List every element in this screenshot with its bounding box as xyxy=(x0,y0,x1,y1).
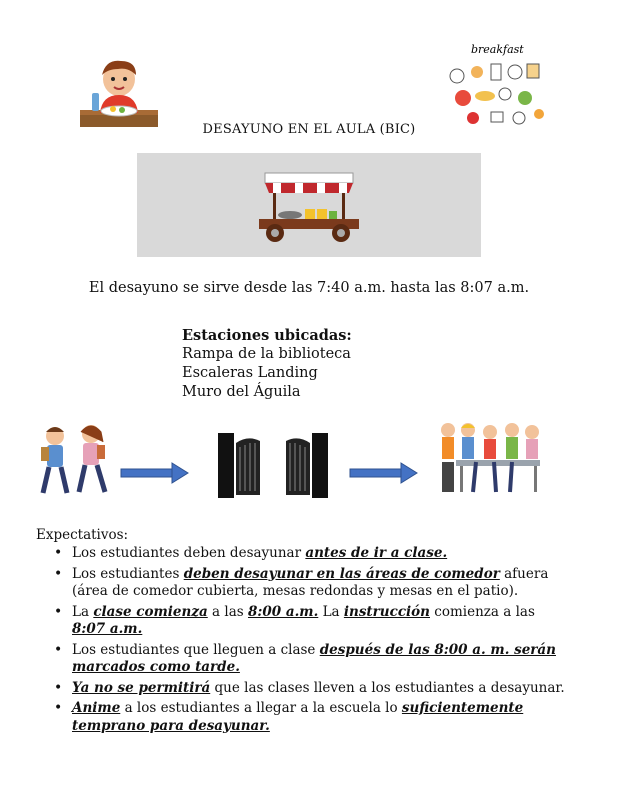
emphasized-text: antes de ir a clase. xyxy=(305,545,448,561)
stations-heading: Estaciones ubicadas: xyxy=(182,327,352,344)
breakfast-time-text: El desayuno se sirve desde las 7:40 a.m. hasta las 8:07 a.m. xyxy=(88,280,530,296)
walking-students-illustration xyxy=(35,420,120,500)
stations-block xyxy=(182,326,352,402)
right-arrow-icon xyxy=(349,462,419,484)
expectations-heading: Expectativos: xyxy=(36,527,129,543)
food-cart-banner xyxy=(137,153,481,257)
expectation-text: Los estudiantes xyxy=(72,565,184,582)
expectation-text: que las clases lleven a los estudiantes a desayunar. xyxy=(210,679,565,696)
emphasized-text: deben desayunar en las áreas de comedor xyxy=(183,565,500,582)
station-item: Rampa de la biblioteca xyxy=(182,346,351,362)
expectation-text: comienza a las xyxy=(430,603,535,620)
expectation-text: La xyxy=(318,603,344,620)
expectation-item xyxy=(50,566,570,601)
school-gate-icon xyxy=(218,433,328,498)
emphasized-text: Ya no se permitirá xyxy=(72,679,211,696)
food-cart-icon xyxy=(245,169,369,243)
emphasized-text: clase comienza xyxy=(93,603,208,620)
cafeteria-line-illustration xyxy=(436,418,548,498)
expectation-text: Los estudiantes que lleguen a clase xyxy=(72,641,320,658)
expectation-text: a los estudiantes a llegar a la escuela lo xyxy=(120,700,402,716)
emphasized-text: Anime xyxy=(72,700,121,716)
emphasized-text: 8:00 a.m. xyxy=(247,603,319,620)
expectation-text: La xyxy=(72,603,94,620)
expectation-item xyxy=(50,545,570,563)
expectation-text: a las xyxy=(207,603,248,620)
emphasized-text: suficientemente temprano para desayunar. xyxy=(72,700,524,734)
breakfast-doodle-label: breakfast xyxy=(471,43,524,56)
expectation-text: afuera (área de comedor cubierta, mesas redondas y mesas en el patio). xyxy=(72,565,549,599)
expectation-text: Los estudiantes deben desayunar xyxy=(72,545,306,561)
breakfast-doodles-illustration xyxy=(443,42,551,130)
emphasized-text: instrucción xyxy=(343,603,430,620)
station-item: Escaleras Landing xyxy=(182,365,318,381)
station-item: Muro del Águila xyxy=(182,384,301,400)
emphasized-text: 8:07 a.m. xyxy=(72,621,143,637)
expectations-list xyxy=(50,545,570,738)
expectation-item xyxy=(50,604,570,639)
expectation-item xyxy=(50,680,570,698)
emphasized-text: después de las 8:00 a. m. serán marcados como tarde. xyxy=(72,641,556,675)
boy-eating-illustration xyxy=(78,57,160,129)
expectation-item xyxy=(50,642,570,677)
right-arrow-icon xyxy=(120,462,190,484)
expectation-item xyxy=(50,700,570,735)
page-title: DESAYUNO EN EL AULA (BIC) xyxy=(202,122,416,137)
